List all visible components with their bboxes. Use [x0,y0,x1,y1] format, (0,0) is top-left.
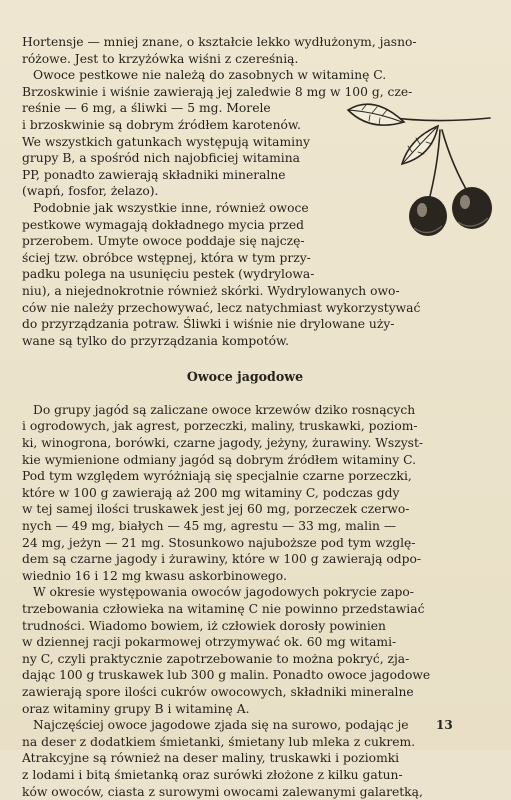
paragraph-berries-serving: Najczęściej owoce jagodowe zjada się na surowo, podając je na deser z dodatkiem śmietanki, śmietany lub mleka z cukrem. Atrakcyjne są również na deser maliny, truskawki i poziomki z lodami i bitą śmietanką oraz surówki złożone z kilku gatun- ków owoców, ciasta z surowymi owocami zalewanymi galaretką, [22,718,423,799]
paragraph-hortensje: Hortensje — mniej znane, o kształcie lekko wydłużonym, jasno- różowe. Jest to krzyżówka wiśni z czereśnią. [22,35,417,66]
paragraph-berries-season: W okresie występowania owoców jagodowych pokrycie zapo- trzebowania człowieka na witaminę C nie powinno przedstawiać trudności. Wiadomo bowiem, iż człowiek dorosły powinien w dziennej racji pokarmowej otrzymywać ok. 60 mg witami- ny C, czyli praktycznie zapotrzebowanie to można pokryć, zja- dając 100 g truskawek lub 300 g malin. Ponadto owoce jagodowe zawierają spore ilości cukrów owocowych, składniki mineralne oraz witaminy grupy B i witaminę A. [22,585,431,716]
paragraph-berries-intro: Do grupy jagód są zaliczane owoce krzewów dziko rosnących i ogrodowych, jak agrest, porzeczki, maliny, truskawki, poziom- ki, winogrona, borówki, czarne jagody, jeżyny, żurawiny. Wszyst- kie wymienione odmiany jagód są dobrym źródłem witaminy C. Pod tym względem wyróżniają się specjalnie czarne porzeczki, które w 100 g zawierają aż 200 mg witaminy C, podczas gdy w tej samej ilości truskawek jest jej 60 mg, porzeczek czerwo- nych — 49 mg, białych — 45 mg, agrestu — 33 mg, malin — 24 mg, jeżyn — 21 mg. Stosunkowo najuboższe pod tym wzglę- dem są czarne jagody i żurawiny, które w 100 g zawierają odpo- wiednio 16 i 12 mg kwasu askorbinowego. [22,402,424,583]
cherries-illustration [340,96,500,246]
paragraph-vitamins: Owoce pestkowe nie należą do zasobnych w witaminę C. Brzoskwinie i wiśnie zawierają jej zaledwie 8 mg w 100 g, cze- reśnie — 6 mg, a śliwki — 5 mg. Morele i brzoskwinie są dobrym źródłem karotenów. We wszystkich gatunkach występują witaminy grupy B, a spośród nich najobficiej witamina PP, ponadto zawierają składniki mineralne (wapń, fosfor, żelazo). [22,68,413,199]
page-number: 13 [436,718,453,732]
paragraph-preparation: Podobnie jak wszystkie inne, również owoce pestkowe wymagają dokładnego mycia przed przerobem. Umyte owoce poddaje się najczę- ściej tzw. obróbce wstępnej, która w tym przy- padku polega na usunięciu pestek (wydrylowa- niu), a niejednokrotnie również skórki. Wydrylowanych owo- ców nie należy przechowywać, lecz natychmiast wykorzystywać do przyrządzania potraw. Śliwki i wiśnie nie drylowane uży- wane są tylko do przyrządzania kompotów. [22,200,421,348]
section-heading: Owoce jagodowe [186,369,304,385]
